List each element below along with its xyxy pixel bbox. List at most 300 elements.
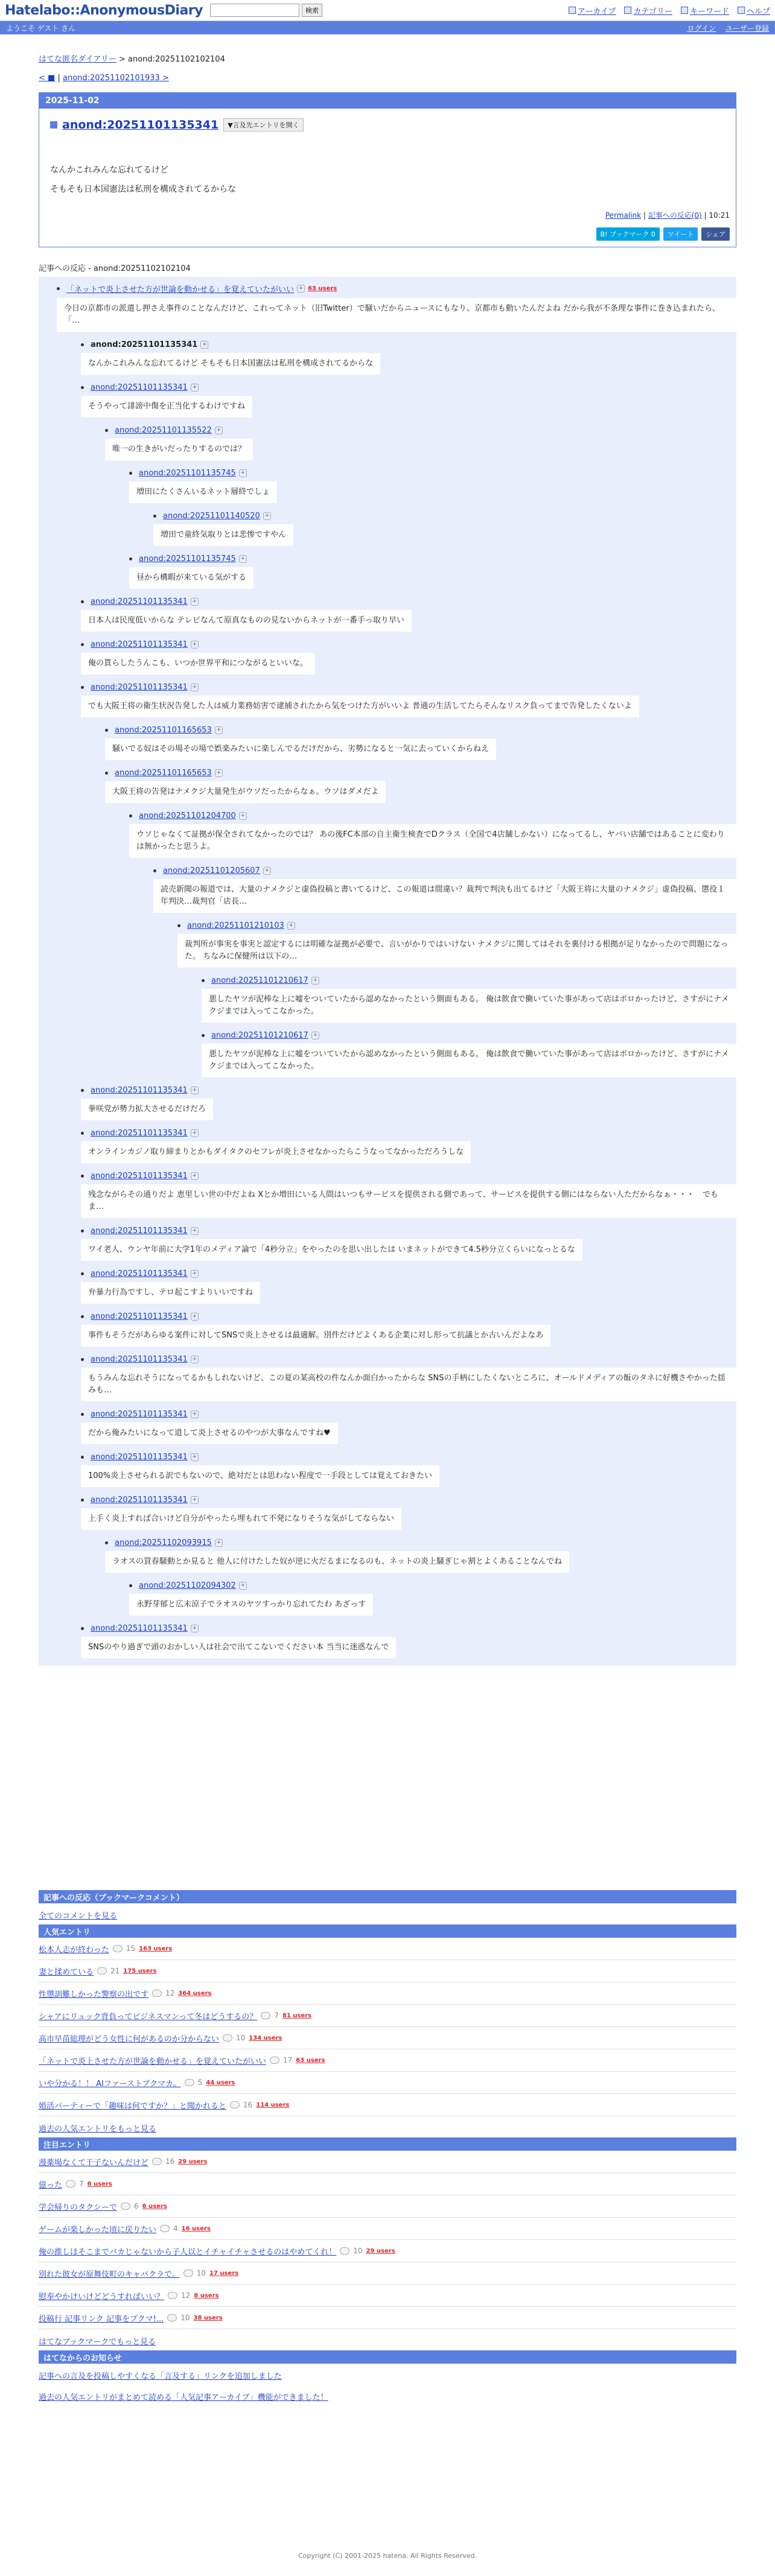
comment-count: 5 xyxy=(197,2078,203,2087)
reaction-title[interactable]: anond:20251101210103 xyxy=(187,921,284,930)
reaction-item xyxy=(81,1226,736,1261)
bullet-icon xyxy=(105,1541,108,1544)
reaction-body: でも大阪王将の衛生状況告発した人は威力業務妨害で逮捕されたから気をつけた方がいいよ 普通の生活してたらそんなリスク負ってまで告発したくないよ xyxy=(81,696,639,717)
entry-list-row xyxy=(39,2240,736,2262)
reaction-body: ラオスの買春騒動とか見ると 他人に付けたした奴が逆に火だるまになるのも、ネットの炎上騒ぎじゃ割とよくあることなんでね xyxy=(105,1551,569,1573)
reaction-item xyxy=(81,597,736,632)
entry-list-title[interactable]: 「ネットで炎上させた方が世論を動かせる」を覚えていたがいい xyxy=(39,2057,267,2066)
reaction-title[interactable]: anond:20251101135341 xyxy=(91,1129,188,1138)
bullet-icon xyxy=(81,1272,84,1275)
reaction-head xyxy=(153,866,736,875)
bookmark-users-badge[interactable]: 6 users xyxy=(87,2180,112,2187)
reaction-title[interactable]: anond:20251101135341 xyxy=(91,1312,188,1321)
expand-icon[interactable]: + xyxy=(191,1625,199,1632)
entry-list-row xyxy=(39,2005,736,2027)
comment-count: 12 xyxy=(165,1989,175,1997)
expand-icon[interactable]: + xyxy=(191,1496,199,1504)
comment-bubble-icon xyxy=(230,2101,240,2108)
pager-separator: | xyxy=(57,74,60,83)
entry-list-title[interactable]: 漫薬場なくて干子ないんだけど xyxy=(39,2158,149,2168)
comment-bubble-icon xyxy=(261,2012,270,2019)
featured-more-link[interactable]: はてなブックマークでもっと見る xyxy=(39,2338,156,2347)
bullet-icon xyxy=(105,772,108,775)
reaction-body: そうやって誹謗中傷を正当化するわけですね xyxy=(81,396,252,417)
entry-body xyxy=(50,160,730,199)
popular-list xyxy=(39,1938,736,2116)
link-category[interactable]: カテゴリー xyxy=(633,7,672,16)
reaction-head xyxy=(81,1355,736,1364)
entry-list-row xyxy=(39,2094,736,2116)
reaction-body: 唯一の生きがいだったりするのでは？ xyxy=(105,439,253,460)
reactions-count-link[interactable]: 記事への反応(0) xyxy=(648,211,702,220)
pager xyxy=(39,74,736,83)
bullet-icon xyxy=(129,472,132,475)
link-help[interactable]: ヘルプ xyxy=(746,7,770,16)
reaction-body: ウソじゃなくて証拠が保全されてなかったのでは？ あの後FC本部の自主衛生検査でDクラス（全国で4店舗しかない）になってるし、ヤバい店舗ではあることに変わりは無かったと思うよ。 xyxy=(129,824,736,858)
entry-list-title[interactable]: いや分かる！！ AIファーストブクマカ。 xyxy=(39,2079,181,2089)
open-referenced-entry-button[interactable]: ▼言及先エントリを開く xyxy=(223,118,303,132)
search-button[interactable]: 検索 xyxy=(302,4,322,17)
reaction-title[interactable]: anond:20251101135341 xyxy=(91,1410,188,1419)
entry-title[interactable]: anond:20251101135341 xyxy=(62,118,219,132)
breadcrumb-current: anond:20251102102104 xyxy=(128,55,225,64)
site-logo[interactable]: Hatelabo::AnonymousDiary xyxy=(5,2,203,18)
comment-bubble-icon xyxy=(152,2158,162,2165)
keyword-icon xyxy=(681,7,688,14)
expand-icon[interactable]: + xyxy=(191,1227,199,1235)
reaction-body: 上手く炎上すれば合いけど自分がやったら埋もれて不発になりそうな気がしてならない xyxy=(81,1508,401,1530)
copyright: Copyright (C) 2001-2025 hatena. All Rights Reserved. xyxy=(298,2552,477,2560)
reaction-head xyxy=(57,283,736,294)
reaction-item xyxy=(105,426,736,460)
reaction-item xyxy=(81,1172,736,1218)
share-buttons xyxy=(50,227,730,241)
entry-list-row xyxy=(39,2285,736,2307)
bookmark-button[interactable]: B! ブックマーク 0 xyxy=(596,227,660,241)
reaction-body: 読売新聞の報道では、大量のナメクジと虚偽投稿と書いてるけど、この報道は間違い？裁判で判決も出てるけど「大阪王将に大量のナメクジ」虚偽投稿、懲役１年判決…裁判官「店長… xyxy=(153,879,736,913)
login-link[interactable]: ログイン xyxy=(687,24,716,33)
reaction-title[interactable]: anond:20251101165653 xyxy=(115,726,212,735)
bookmark-users-badge[interactable]: 6 users xyxy=(142,2203,167,2210)
entry-list-title[interactable]: シャアにリュック背負ってビジネスマンって冬はどうするの？ xyxy=(39,2012,258,2022)
expand-icon[interactable]: + xyxy=(239,555,247,563)
expand-icon[interactable]: + xyxy=(191,1313,199,1321)
expand-icon[interactable]: + xyxy=(200,341,208,349)
reaction-item xyxy=(81,383,736,417)
main-content xyxy=(39,52,736,2402)
expand-icon[interactable]: + xyxy=(215,769,223,777)
reaction-head xyxy=(81,1172,736,1181)
reaction-title[interactable]: anond:20251101135341 xyxy=(91,683,188,692)
notice-link[interactable]: 過去の人気エントリがまとめて読める「人気記事アーカイブ」機能ができました！ xyxy=(39,2393,328,2402)
notice-section-title: はてなからのお知らせ xyxy=(39,2350,736,2364)
expand-icon[interactable]: + xyxy=(191,1410,199,1418)
entry-list-row xyxy=(39,2151,736,2173)
comment-count: 12 xyxy=(181,2291,191,2300)
bookmark-users-badge[interactable]: 114 users xyxy=(256,2101,290,2108)
featured-section-title: 注目エントリ xyxy=(39,2137,736,2151)
reaction-head xyxy=(105,726,736,735)
reaction-title[interactable]: anond:20251101135745 xyxy=(139,469,236,478)
expand-icon[interactable]: + xyxy=(287,922,295,930)
bullet-icon xyxy=(129,1584,132,1587)
expand-icon[interactable]: + xyxy=(311,977,319,985)
comment-count: 7 xyxy=(79,2180,84,2188)
reaction-body: 今日の京都市の派遣し押さえ事件のことなんだけど、これってネット（旧Twitter）で騒いだからニュースにもなり、京都市も動いたんだよね だから我が不条理な事件に巻き込まれたら、「… xyxy=(57,298,736,332)
reaction-title[interactable]: anond:20251101135341 xyxy=(91,1226,188,1236)
comment-bubble-icon xyxy=(97,1967,107,1975)
bullet-icon xyxy=(81,343,84,346)
day-date: 2025-11-02 xyxy=(39,93,736,109)
bookmark-users-badge[interactable]: 81 users xyxy=(282,2012,312,2019)
notice-link[interactable]: 記事への言及を投稿しやすくなる「言及する」リンクを追加しました xyxy=(39,2372,282,2381)
reaction-item xyxy=(129,469,736,503)
entry-list-title[interactable]: 億った xyxy=(39,2180,63,2190)
reaction-head xyxy=(81,1453,736,1462)
reaction-title[interactable]: anond:20251101205607 xyxy=(163,866,260,875)
bullet-icon xyxy=(202,979,205,982)
top-header xyxy=(0,0,775,21)
entry-list-title[interactable]: 別れた彼女が原舞伎町のキャバクラで。 xyxy=(39,2270,180,2279)
user-bar xyxy=(0,21,775,34)
reaction-item xyxy=(81,1410,736,1444)
reaction-item xyxy=(202,1031,736,1077)
reaction-body: なんかこれみんな忘れてるけど そもそも日本国憲法は私刑を構成されてるからな xyxy=(81,353,380,375)
comment-bubble-icon xyxy=(223,2034,232,2041)
bullet-icon xyxy=(202,1034,205,1037)
reaction-title[interactable]: anond:20251101135341 xyxy=(91,597,188,606)
reaction-head xyxy=(81,640,736,649)
permalink[interactable]: Permalink xyxy=(605,211,642,220)
reaction-head xyxy=(81,1226,736,1236)
reaction-body: 永野芽郁と広末涼子でラオスのヤツすっかり忘れてたわ あざっす xyxy=(129,1594,373,1616)
bullet-icon xyxy=(81,600,84,603)
entry-list-title[interactable]: 婚活パーティーで「趣味は何ですか？」と聞かれると xyxy=(39,2101,226,2111)
entry-footer: Permalink | 記事への反応(0) | 10:21 xyxy=(605,211,730,220)
bullet-icon xyxy=(81,1315,84,1318)
reaction-head xyxy=(81,1129,736,1138)
spacer xyxy=(39,1666,736,1883)
reaction-title: anond:20251101135341 xyxy=(91,340,198,349)
entry-list-title[interactable]: 性懲訓難しかった警察の出です xyxy=(39,1990,149,1999)
entry-list-title[interactable]: 学会帰りのタクシーで xyxy=(39,2203,118,2212)
expand-icon[interactable]: + xyxy=(191,1087,199,1094)
bullet-icon xyxy=(153,515,156,518)
reaction-item xyxy=(81,340,736,375)
expand-icon[interactable]: + xyxy=(191,1172,199,1180)
entry-body-line: なんかこれみんな忘れてるけど xyxy=(50,165,168,175)
comment-bubble-icon xyxy=(168,2292,177,2299)
reaction-head xyxy=(202,976,736,985)
reaction-head xyxy=(129,1581,736,1590)
reaction-head xyxy=(81,1269,736,1278)
reaction-item xyxy=(81,1453,736,1487)
entry-list-title[interactable]: 慰奉やかけいけどどうすればいい？ xyxy=(39,2292,165,2302)
reaction-item xyxy=(81,640,736,674)
tweet-button[interactable]: ツイート xyxy=(663,227,698,241)
register-link[interactable]: ユーザー登録 xyxy=(725,24,769,33)
bullet-icon xyxy=(105,429,108,432)
bullet-icon xyxy=(105,729,108,732)
comment-count: 10 xyxy=(196,2269,206,2277)
bullet-icon xyxy=(129,557,132,560)
archive-icon xyxy=(569,7,576,14)
expand-icon[interactable]: + xyxy=(191,598,199,606)
comment-count: 6 xyxy=(134,2202,139,2210)
reaction-title[interactable]: anond:20251101135341 xyxy=(91,1086,188,1095)
bullet-icon xyxy=(81,1627,84,1630)
reaction-head xyxy=(81,1624,736,1633)
reaction-title[interactable]: anond:20251101135745 xyxy=(139,554,236,563)
reaction-head xyxy=(129,554,736,563)
comment-bubble-icon xyxy=(66,2180,75,2187)
bullet-icon xyxy=(81,1229,84,1232)
reaction-head xyxy=(81,1312,736,1321)
expand-icon[interactable]: + xyxy=(191,641,199,649)
bookmark-users-badge[interactable]: 44 users xyxy=(206,2079,235,2086)
reaction-title[interactable]: anond:20251101135341 xyxy=(91,640,188,649)
bookmark-users-badge[interactable]: 175 users xyxy=(123,1967,157,1975)
bookmark-users-badge[interactable]: 29 users xyxy=(366,2247,395,2254)
reaction-body: 残念ながらその通りだよ 恵里しい世の中だよね Xとか増田にいる人間はいつもサービスを提供される側であって、サービスを提供する側にはならない人ただからなぁ・・・ でもま… xyxy=(81,1184,736,1218)
reaction-head xyxy=(81,1410,736,1419)
facebook-share-button[interactable]: シェア xyxy=(701,227,730,241)
reaction-body: 俺の貰らしたうんこも、いつか世界平和につながるといいな。 xyxy=(81,653,315,674)
comment-bubble-icon xyxy=(183,2270,193,2277)
expand-icon[interactable]: + xyxy=(191,1270,199,1278)
reaction-item xyxy=(81,1269,736,1304)
entry-list-title[interactable]: 妻と揉めている xyxy=(39,1967,94,1977)
comment-count: 10 xyxy=(236,2034,246,2042)
entry-list-row xyxy=(39,1938,736,1960)
reaction-body: 弁暴力行為ですし、テロ起こすよりいいですね xyxy=(81,1282,260,1304)
reaction-head xyxy=(153,512,736,521)
reaction-item xyxy=(177,921,736,968)
reaction-body: 裁判所が事実を事実と認定するには明確な証拠が必要で、言いがかりではいけない ナメクジに関してはそれを裏付ける根拠が足りなかったので問題になった。 ちなみに保健所は以下の… xyxy=(177,934,736,968)
bookmark-users-badge[interactable]: 134 users xyxy=(249,2034,282,2041)
bookmark-section-title: 記事への反応（ブックマークコメント） xyxy=(39,1890,736,1903)
breadcrumb-home[interactable]: はてな匿名ダイアリー xyxy=(39,55,116,64)
entry-list-row xyxy=(39,1960,736,1982)
reaction-head xyxy=(202,1031,736,1040)
comment-count: 15 xyxy=(126,1944,136,1953)
reaction-item xyxy=(129,1581,736,1616)
bookmark-users-badge[interactable]: 17 users xyxy=(209,2270,239,2277)
expand-icon[interactable]: + xyxy=(215,726,223,734)
reaction-title[interactable]: anond:20251102094302 xyxy=(139,1581,236,1590)
reaction-title[interactable]: anond:20251101135522 xyxy=(115,426,212,435)
reaction-item xyxy=(105,769,736,803)
featured-list xyxy=(39,2151,736,2329)
expand-icon[interactable]: + xyxy=(239,1582,247,1590)
entry-list-row xyxy=(39,2262,736,2285)
expand-icon[interactable]: + xyxy=(191,684,199,691)
bullet-icon xyxy=(81,1499,84,1502)
link-archive[interactable]: アーカイブ xyxy=(577,7,616,16)
header-links xyxy=(569,5,770,16)
comment-bubble-icon xyxy=(270,2057,279,2064)
comment-bubble-icon xyxy=(160,2225,170,2232)
expand-icon[interactable]: + xyxy=(263,512,271,520)
reaction-title[interactable]: anond:20251101135341 xyxy=(91,1453,188,1462)
reaction-item xyxy=(202,976,736,1023)
reaction-item xyxy=(57,283,736,332)
bullet-icon xyxy=(81,1358,84,1361)
entry-list-row xyxy=(39,2027,736,2049)
expand-icon[interactable]: + xyxy=(191,1129,199,1137)
bullet-icon xyxy=(177,924,180,927)
entry-time: 10:21 xyxy=(709,211,730,220)
comment-bubble-icon xyxy=(340,2247,349,2254)
reaction-item xyxy=(129,811,736,858)
expand-icon[interactable]: + xyxy=(263,867,271,875)
comment-bubble-icon xyxy=(167,2314,177,2321)
reaction-item xyxy=(81,683,736,717)
reaction-head xyxy=(105,1538,736,1547)
reaction-body: 増田にたくさんいるネット層終でしょ xyxy=(129,481,277,503)
reaction-body: 騒いでる奴はその場その場で娯楽みたいに楽しんでるだけだから、劣勢になると一気に去っていくからねえ xyxy=(105,738,496,760)
reaction-item xyxy=(81,1355,736,1401)
expand-icon[interactable]: + xyxy=(297,285,305,293)
entry-list-row xyxy=(39,2218,736,2240)
reaction-head xyxy=(81,340,736,349)
entry-list-title[interactable]: 高市早苗総理がどう女性に何があるのか分からない xyxy=(39,2034,220,2044)
bookmark-users-badge[interactable]: 63 users xyxy=(308,285,337,292)
reaction-body: ワイ老人、ウンヤ年前に大学1年のメディア論で「4秒分立」をやったのを思い出したは いまネットができて4.5秒分立くらいになっとるな xyxy=(81,1239,582,1261)
reaction-body: 日本人は民度低いからな テレビなんて原真なものの見ないからネットが一番手っ取り早い xyxy=(81,610,412,632)
reaction-body: オンラインカジノ取り締まりとかもダイタクのセフレが炎上させなかったらこうなってなかっただろうしな xyxy=(81,1141,471,1163)
reaction-body: 悪したヤツが泥棒な上に嘘をついていたから認めなかったという側面もある。 俺は飲食で働いていた事があって店はボロかったけど、さすがにナメクジまでは入ってこなかった。 xyxy=(202,1044,736,1077)
bullet-icon xyxy=(81,686,84,689)
prev-entry-link[interactable]: < ■ xyxy=(39,74,56,83)
reaction-title[interactable]: anond:20251101135341 xyxy=(91,1269,188,1278)
reaction-title[interactable]: anond:20251101135341 xyxy=(91,1355,188,1364)
expand-icon[interactable]: + xyxy=(311,1032,319,1039)
bullet-icon xyxy=(81,1132,84,1135)
reaction-title[interactable]: anond:20251101135341 xyxy=(91,383,188,392)
bullet-icon xyxy=(81,1089,84,1092)
expand-icon[interactable]: + xyxy=(191,384,199,392)
reaction-head xyxy=(81,383,736,392)
reaction-body: SNSのやり過ぎで頭のおかしい人は社会で出てこないでください本 当当に迷惑なんで xyxy=(81,1637,396,1658)
search-input[interactable] xyxy=(210,4,299,17)
expand-icon[interactable]: + xyxy=(239,812,247,820)
entry-list-row xyxy=(39,2049,736,2072)
reaction-item xyxy=(81,1129,736,1163)
bookmark-users-badge[interactable]: 29 users xyxy=(178,2158,208,2165)
reaction-title[interactable]: anond:20251101135341 xyxy=(91,1172,188,1181)
welcome-text: ようこそ ゲスト さん xyxy=(6,24,76,33)
reaction-body: 昼から構暇が来ている気がする xyxy=(129,567,254,589)
reaction-body: 大阪王将の告発はナメクジ大量発生がウソだったからなぁ。ウソはダメだよ xyxy=(105,781,386,803)
bullet-icon xyxy=(129,814,132,817)
reaction-item xyxy=(153,512,736,546)
reaction-body: だから俺みたいになって道して炎上させるのやつが大事なんですね♥ xyxy=(81,1423,338,1444)
entry-list-title[interactable]: ゲームが楽しかった頃に戻りたい xyxy=(39,2225,157,2235)
reaction-head xyxy=(105,769,736,778)
next-entry-link[interactable]: anond:20251102101933 > xyxy=(62,74,169,83)
entry-list-row xyxy=(39,2173,736,2195)
reaction-head xyxy=(81,597,736,606)
comment-count: 7 xyxy=(274,2011,279,2020)
entry-list-title[interactable]: 松本人志が終わった xyxy=(39,1945,109,1955)
reaction-item xyxy=(129,554,736,589)
reaction-title[interactable]: anond:20251101210617 xyxy=(211,1031,308,1040)
reaction-head xyxy=(105,426,736,435)
bookmark-users-badge[interactable]: 364 users xyxy=(178,1990,212,1997)
comment-bubble-icon xyxy=(152,1990,162,1997)
reaction-item xyxy=(81,1086,736,1120)
comment-count: 16 xyxy=(243,2101,253,2109)
reaction-title[interactable]: anond:20251102093915 xyxy=(115,1538,212,1547)
reaction-title[interactable]: 「ネットで炎上させた方が世論を動かせる」を覚えていたがいい xyxy=(66,285,295,294)
comment-bubble-icon xyxy=(185,2079,194,2086)
reaction-item xyxy=(153,866,736,913)
reaction-title[interactable]: anond:20251101204700 xyxy=(139,811,236,820)
all-comments-link[interactable]: 全てのコメントを見る xyxy=(39,1912,118,1921)
reaction-item xyxy=(81,1624,736,1658)
reaction-head xyxy=(129,469,736,478)
comment-count: 10 xyxy=(180,2314,190,2322)
reaction-title[interactable]: anond:20251101135341 xyxy=(91,1496,188,1505)
expand-icon[interactable]: + xyxy=(191,1356,199,1363)
reaction-title[interactable]: anond:20251101210617 xyxy=(211,976,308,985)
comment-bubble-icon xyxy=(113,1945,123,1952)
bookmark-users-badge[interactable]: 163 users xyxy=(139,1945,173,1952)
comment-count: 10 xyxy=(353,2247,363,2255)
entry-list-row xyxy=(39,1982,736,2005)
reaction-body: 悪したヤツが泥棒な上に嘘をついていたから認めなかったという側面もある。 俺は飲食で働いていた事があって店はボロかったけど、さすがにナメクジまでは入ってこなかった。 xyxy=(202,989,736,1023)
comment-bubble-icon xyxy=(121,2203,130,2210)
entry-body-line: そもそも日本国憲法は私刑を構成されてるからな xyxy=(50,185,236,194)
bullet-icon xyxy=(81,1413,84,1416)
comment-count: 17 xyxy=(283,2056,293,2064)
entry-list-title[interactable]: 俺の推しほそこまでバカじゃないから子人以とイチャイチャさせるのはやめてくれ！ xyxy=(39,2247,337,2257)
bookmark-users-badge[interactable]: 8 users xyxy=(194,2292,219,2299)
bullet-icon xyxy=(81,386,84,389)
reaction-title[interactable]: anond:20251101140520 xyxy=(163,512,260,521)
expand-icon[interactable]: + xyxy=(215,1539,223,1547)
reaction-body: 事件もそうだがあらゆる案件に対してSNSで炎上させるは最適解。別件だけどよくある企業に対し形って抗議とか古いんだよなあ xyxy=(81,1325,550,1347)
bullet-icon xyxy=(153,869,156,872)
reactions-title: 記事への反応 - anond:20251102102104 xyxy=(39,264,191,273)
bookmark-users-badge[interactable]: 16 users xyxy=(181,2225,211,2232)
comment-count: 21 xyxy=(110,1967,120,1975)
bullet-icon xyxy=(81,1456,84,1459)
category-icon xyxy=(624,7,631,14)
bookmark-users-badge[interactable]: 63 users xyxy=(296,2057,325,2064)
reaction-head xyxy=(177,921,736,930)
reaction-head xyxy=(81,1086,736,1095)
reaction-body: 増田で童終気取りとは悲惨ですやん xyxy=(153,524,293,546)
breadcrumb: はてな匿名ダイアリー > anond:20251102102104 xyxy=(39,55,225,64)
popular-more-link[interactable]: 過去の人気エントリをもっと見る xyxy=(39,2125,157,2134)
reaction-head xyxy=(81,683,736,692)
entry-square-icon xyxy=(50,121,57,128)
bookmark-users-badge[interactable]: 38 users xyxy=(193,2314,223,2321)
link-keyword[interactable]: キーワード xyxy=(689,7,729,16)
expand-icon[interactable]: + xyxy=(215,427,223,434)
reaction-item xyxy=(105,726,736,760)
reaction-title[interactable]: anond:20251101135341 xyxy=(91,1624,188,1633)
reaction-title[interactable]: anond:20251101165653 xyxy=(115,769,212,778)
reaction-thread xyxy=(39,277,736,1666)
comment-count: 4 xyxy=(173,2224,178,2233)
entry-list-title[interactable]: 投稿行 記事リンク 記事をブクマ!... xyxy=(39,2314,164,2324)
bullet-icon xyxy=(81,643,84,646)
expand-icon[interactable]: + xyxy=(239,469,247,477)
expand-icon[interactable]: + xyxy=(191,1453,199,1461)
